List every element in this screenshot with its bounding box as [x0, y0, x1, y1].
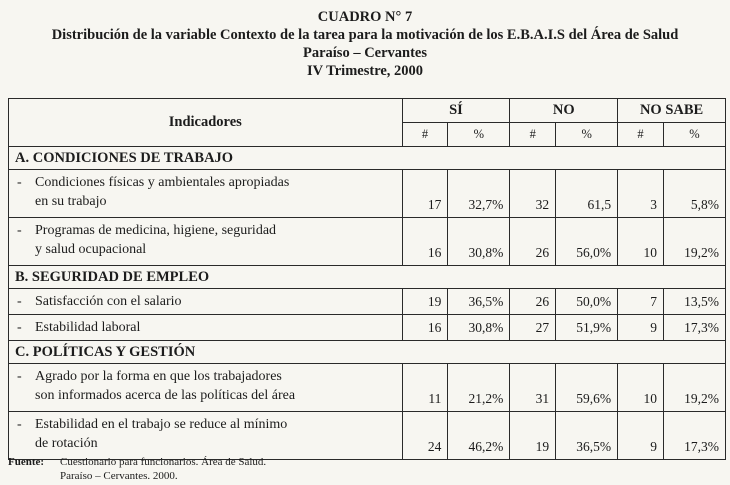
percent-cell: 30,8%	[448, 315, 510, 341]
subheader-count: #	[510, 123, 556, 147]
bullet-dash: -	[17, 294, 22, 309]
percent-cell: 50,0%	[556, 289, 618, 315]
indicator-text	[35, 292, 385, 311]
indicator-line: Estabilidad en el trabajo se reduce al mínimo	[35, 417, 288, 432]
indicator-cell	[9, 315, 403, 341]
count-cell: 16	[402, 218, 448, 266]
source-line-1: Cuestionario para funcionarios. Área de Salud.	[60, 456, 267, 468]
percent-cell: 13,5%	[663, 289, 725, 315]
percent-cell: 32,7%	[448, 170, 510, 218]
count-cell: 24	[402, 412, 448, 460]
count-cell: 7	[618, 289, 664, 315]
percent-cell: 17,3%	[663, 412, 725, 460]
table-row	[9, 364, 726, 412]
subheader-count: #	[402, 123, 448, 147]
caption-title: Distribución de la variable Contexto de la tarea para la motivación de los E.B.A.I.S del Área de Salud	[51, 27, 679, 43]
count-cell: 19	[402, 289, 448, 315]
indicator-line: de rotación	[35, 436, 98, 451]
indicator-text	[35, 221, 385, 259]
count-cell: 32	[510, 170, 556, 218]
table-row	[9, 412, 726, 460]
source-label: Fuente:	[8, 456, 45, 468]
percent-cell: 36,5%	[448, 289, 510, 315]
indicator-text	[35, 367, 385, 405]
percent-cell: 19,2%	[663, 218, 725, 266]
indicator-cell	[9, 412, 403, 460]
percent-cell: 30,8%	[448, 218, 510, 266]
caption-period: IV Trimestre, 2000	[306, 63, 424, 79]
table-row	[9, 218, 726, 266]
indicator-line: Estabilidad laboral	[35, 320, 141, 335]
indicator-line: Condiciones físicas y ambientales apropiadas	[35, 175, 290, 190]
source-note	[8, 455, 266, 483]
bullet-dash: -	[17, 369, 22, 384]
bullet-dash: -	[17, 223, 22, 238]
section-row	[9, 266, 726, 289]
percent-cell: 17,3%	[663, 315, 725, 341]
table-row	[9, 170, 726, 218]
header-no: NO	[510, 99, 618, 123]
count-cell: 16	[402, 315, 448, 341]
indicator-cell	[9, 170, 403, 218]
indicator-line: son informados acerca de las políticas del área	[35, 388, 296, 403]
caption-location: Paraíso – Cervantes	[302, 45, 428, 61]
bullet-dash: -	[17, 320, 22, 335]
table-row	[9, 289, 726, 315]
indicator-line: Programas de medicina, higiene, seguridad	[35, 223, 277, 238]
header-no-sabe: NO SABE	[618, 99, 726, 123]
header-indicadores: Indicadores	[9, 99, 403, 147]
indicator-line: Satisfacción con el salario	[35, 294, 182, 309]
bullet-dash: -	[17, 175, 22, 190]
count-cell: 11	[402, 364, 448, 412]
count-cell: 31	[510, 364, 556, 412]
percent-cell: 51,9%	[556, 315, 618, 341]
source-line-2: Paraíso – Cervantes. 2000.	[60, 470, 178, 482]
count-cell: 26	[510, 218, 556, 266]
count-cell: 3	[618, 170, 664, 218]
count-cell: 9	[618, 315, 664, 341]
section-title: C. POLÍTICAS Y GESTIÓN	[9, 341, 726, 364]
indicator-cell	[9, 218, 403, 266]
count-cell: 17	[402, 170, 448, 218]
indicator-line: Agrado por la forma en que los trabajadores	[35, 369, 282, 384]
header-si: SÍ	[402, 99, 510, 123]
indicator-line: en su trabajo	[35, 194, 107, 209]
indicator-text	[35, 415, 385, 453]
indicator-text	[35, 173, 385, 211]
indicator-cell	[9, 364, 403, 412]
percent-cell: 36,5%	[556, 412, 618, 460]
table-row	[9, 315, 726, 341]
count-cell: 19	[510, 412, 556, 460]
percent-cell: 46,2%	[448, 412, 510, 460]
caption-number: CUADRO N° 7	[317, 9, 413, 25]
indicator-line: y salud ocupacional	[35, 242, 147, 257]
percent-cell: 59,6%	[556, 364, 618, 412]
section-title: B. SEGURIDAD DE EMPLEO	[9, 266, 726, 289]
subheader-count: #	[618, 123, 664, 147]
count-cell: 26	[510, 289, 556, 315]
count-cell: 9	[618, 412, 664, 460]
count-cell: 10	[618, 364, 664, 412]
section-row	[9, 341, 726, 364]
percent-cell: 19,2%	[663, 364, 725, 412]
count-cell: 10	[618, 218, 664, 266]
table-caption	[0, 8, 730, 80]
bullet-dash: -	[17, 417, 22, 432]
subheader-percent: %	[556, 123, 618, 147]
percent-cell: 5,8%	[663, 170, 725, 218]
percent-cell: 21,2%	[448, 364, 510, 412]
subheader-percent: %	[663, 123, 725, 147]
data-table	[8, 98, 726, 460]
percent-cell: 56,0%	[556, 218, 618, 266]
indicator-cell	[9, 289, 403, 315]
subheader-percent: %	[448, 123, 510, 147]
percent-cell: 61,5	[556, 170, 618, 218]
section-row	[9, 147, 726, 170]
indicator-text	[35, 318, 385, 337]
count-cell: 27	[510, 315, 556, 341]
section-title: A. CONDICIONES DE TRABAJO	[9, 147, 726, 170]
